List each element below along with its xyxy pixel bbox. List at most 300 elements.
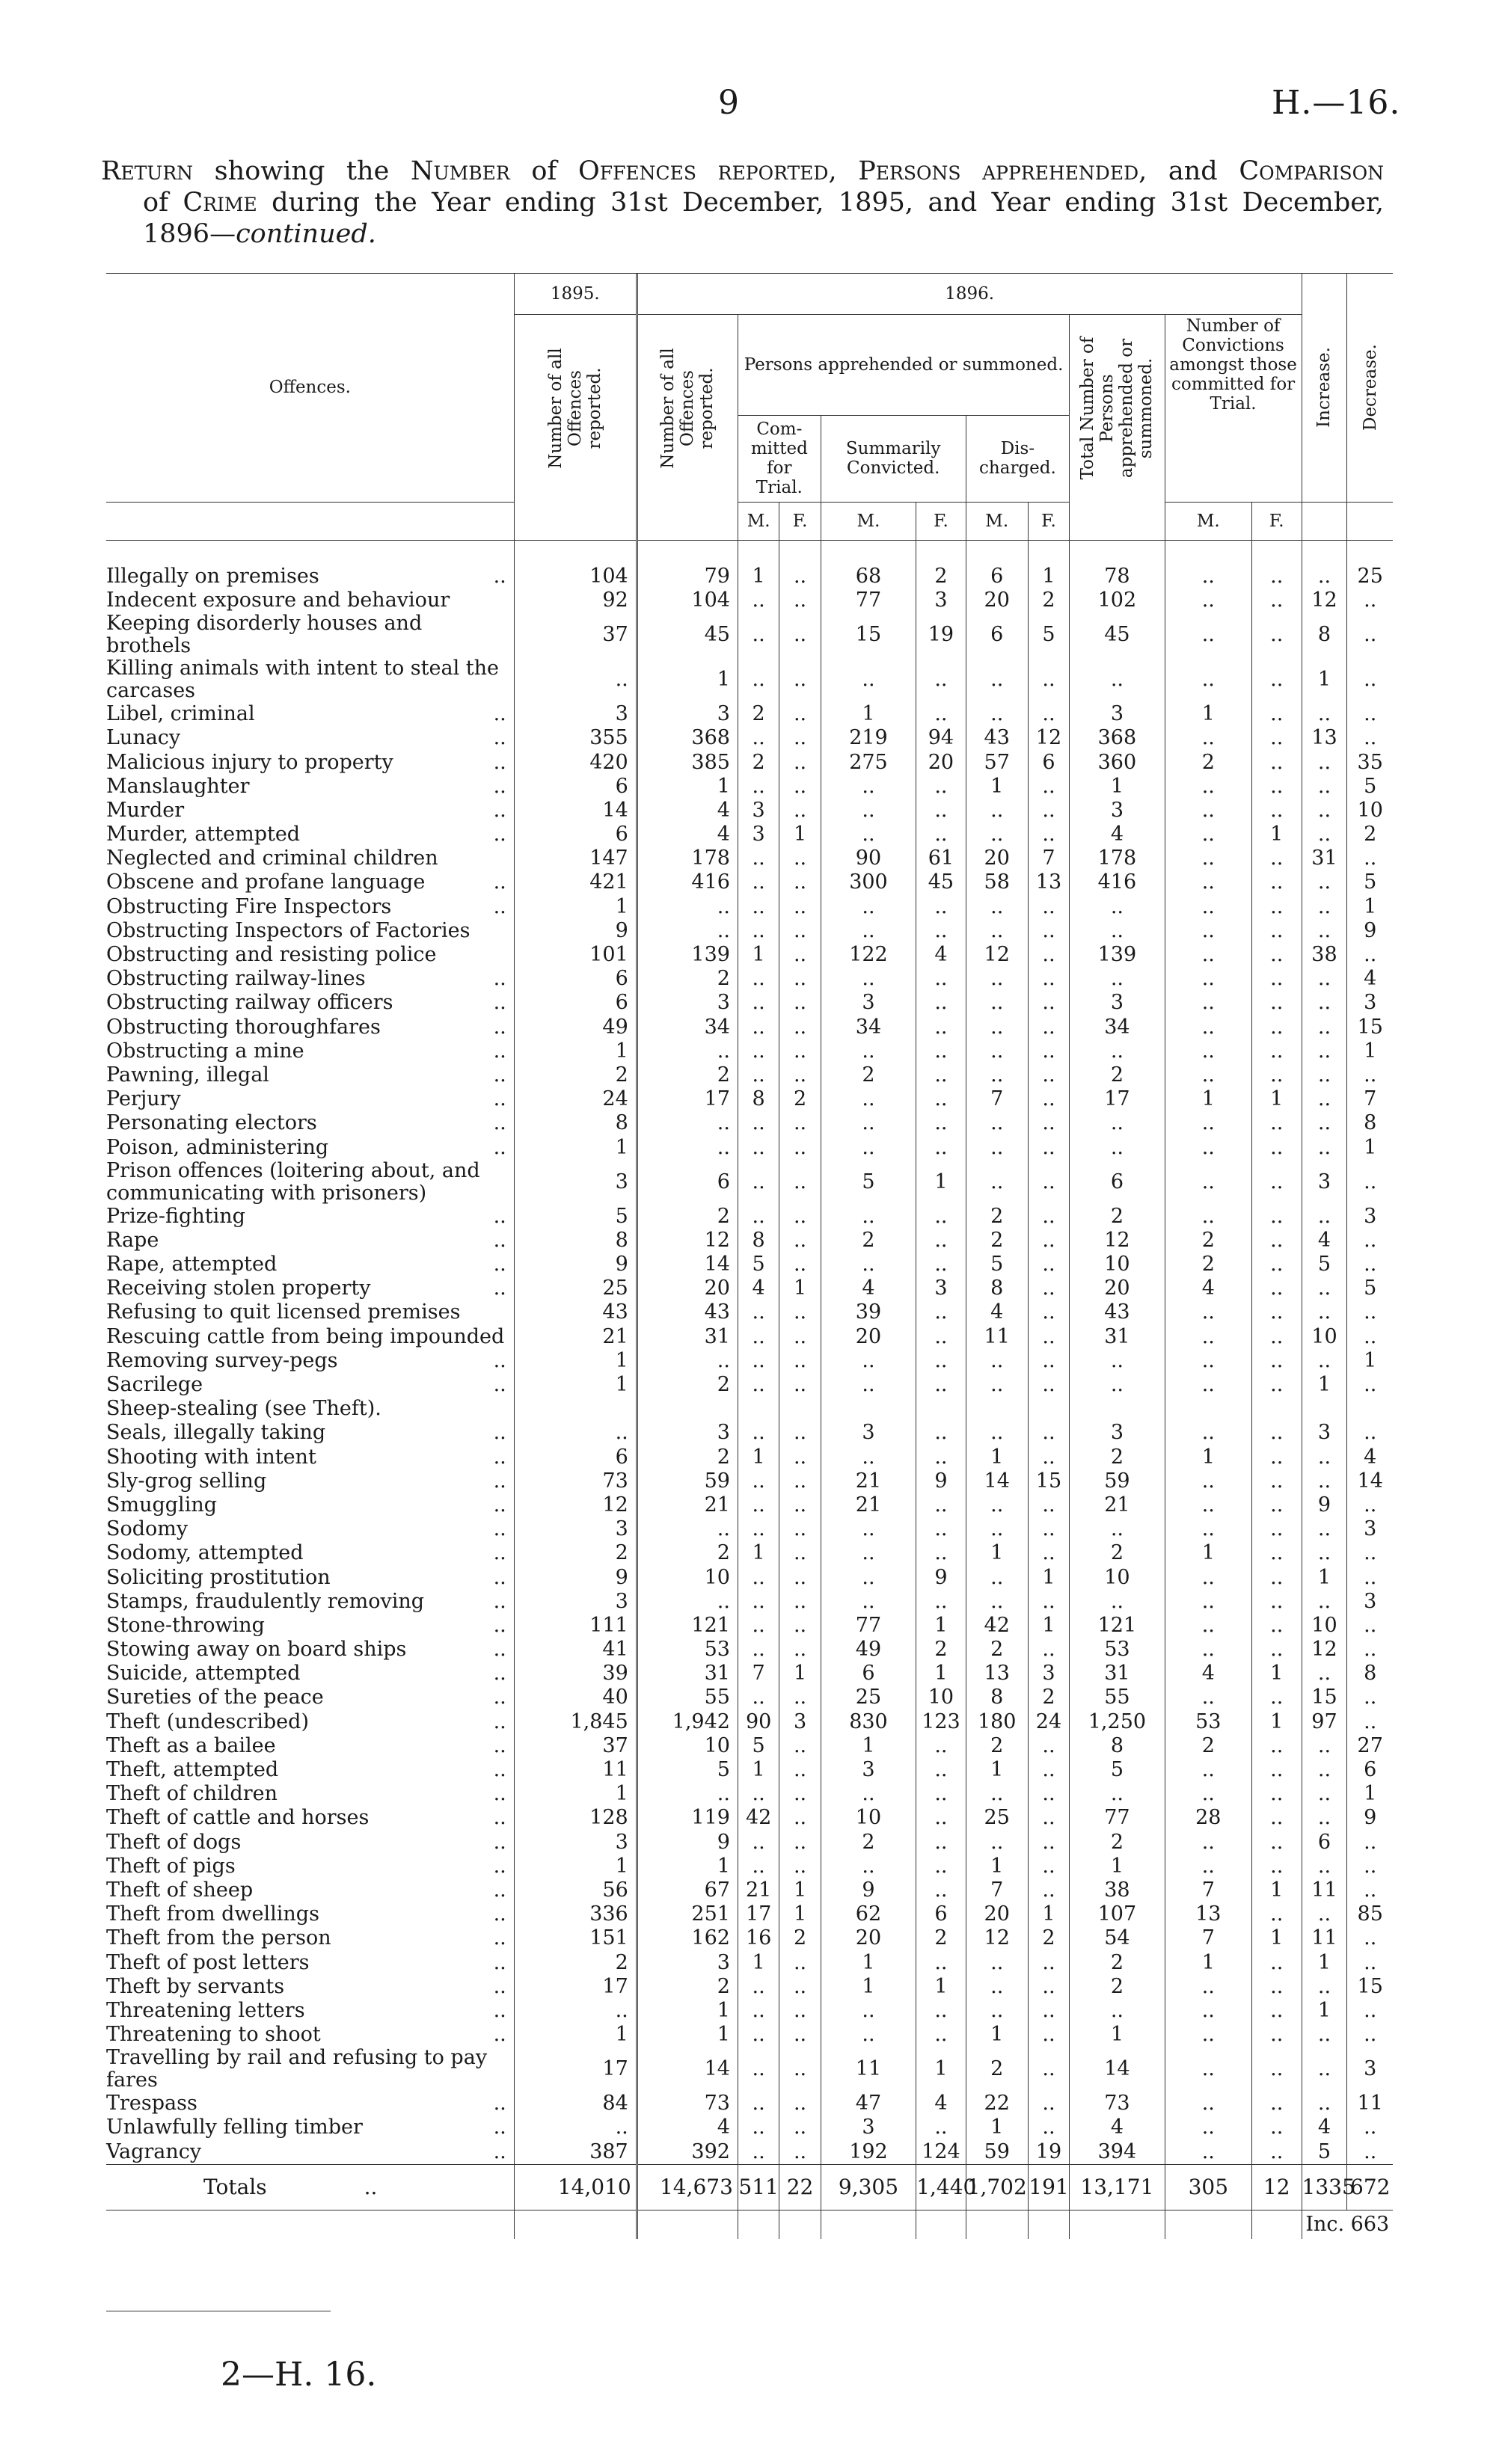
table-cell: 8 (514, 1229, 637, 1253)
table-cell: 79 (637, 565, 738, 589)
table-cell: 1 (1028, 1565, 1069, 1589)
table-row (106, 1541, 1393, 1565)
table-cell: .. (779, 1565, 821, 1589)
totals-cell: 9,305 (821, 2164, 916, 2210)
table-cell: 1 (514, 1855, 637, 1878)
table-cell: 392 (637, 2140, 738, 2165)
offence-name: Poison, administering .. (106, 1135, 506, 1159)
table-cell: 1 (514, 1782, 637, 1806)
table-cell: 1 (1251, 823, 1302, 847)
table-row (106, 1253, 1393, 1276)
table-cell: 2 (637, 967, 738, 991)
table-cell: 119 (637, 1806, 738, 1830)
table-cell: .. (1302, 2023, 1347, 2047)
table-cell: .. (1028, 1160, 1069, 1205)
table-cell: 1 (514, 1039, 637, 1063)
table-cell: .. (1070, 657, 1165, 702)
offence-name: Keeping disorderly houses and brothels (106, 612, 423, 658)
table-cell: 1 (637, 775, 738, 799)
offence-name: Smuggling .. (106, 1493, 506, 1517)
table-cell: 2 (738, 702, 779, 726)
table-cell: 104 (514, 565, 637, 589)
table-cell: .. (1165, 967, 1251, 991)
table-cell: 3 (514, 1517, 637, 1541)
table-cell: 1 (1028, 565, 1069, 589)
table-cell: 5 (1302, 2140, 1347, 2165)
table-cell: .. (1251, 2140, 1302, 2165)
table-cell: 59 (1070, 1469, 1165, 1493)
table-cell (1070, 1397, 1165, 1421)
table-cell: .. (779, 1493, 821, 1517)
table-cell: 11 (1302, 1878, 1347, 1902)
table-cell: .. (1302, 1758, 1347, 1782)
table-cell: .. (916, 1445, 966, 1469)
table-cell: .. (1165, 1349, 1251, 1373)
table-cell: .. (1347, 2116, 1393, 2139)
table-cell: .. (1251, 1782, 1302, 1806)
table-cell: .. (1251, 1734, 1302, 1758)
table-cell: .. (514, 2116, 637, 2139)
table-cell: .. (1028, 2023, 1069, 2047)
table-cell: .. (1165, 2092, 1251, 2116)
table-cell: .. (1028, 919, 1069, 943)
table-cell: 3 (637, 991, 738, 1015)
table-cell: 1 (514, 1373, 637, 1397)
table-cell: 3 (637, 702, 738, 726)
header-convictions-f: F. (1251, 502, 1302, 540)
table-row (106, 1160, 1393, 1205)
table-cell: .. (1028, 823, 1069, 847)
table-cell: 1 (738, 1950, 779, 1974)
table-cell: 85 (1347, 1902, 1393, 1926)
offence-name: Obstructing a mine .. (106, 1039, 506, 1063)
table-cell: .. (821, 1087, 916, 1111)
table-cell: .. (637, 1517, 738, 1541)
table-cell: .. (1070, 1135, 1165, 1159)
table-cell: .. (1251, 991, 1302, 1015)
table-cell: .. (1028, 1063, 1069, 1087)
table-row (106, 1349, 1393, 1373)
table-cell: 1 (1302, 1950, 1347, 1974)
header-committed: Com- mitted for Trial. (738, 416, 821, 502)
table-cell: 14 (514, 799, 637, 823)
table-cell: 147 (514, 847, 637, 870)
table-cell: .. (779, 799, 821, 823)
table-cell: 84 (514, 2092, 637, 2116)
offence-name: Neglected and criminal children (106, 847, 438, 870)
table-row (106, 2047, 1393, 2092)
table-cell: 121 (1070, 1614, 1165, 1638)
table-cell: .. (1165, 1421, 1251, 1445)
table-cell: 8 (738, 1229, 779, 1253)
table-cell: .. (1165, 1517, 1251, 1541)
table-cell: .. (916, 1111, 966, 1135)
table-cell: .. (821, 1565, 916, 1589)
header-year-1896: 1896. (637, 273, 1302, 315)
table-cell: .. (1251, 1229, 1302, 1253)
table-cell: .. (1165, 2140, 1251, 2165)
table-cell: .. (1251, 1039, 1302, 1063)
table-cell: .. (1165, 799, 1251, 823)
table-cell: .. (916, 1087, 966, 1111)
table-cell: 139 (1070, 943, 1165, 967)
table-cell: .. (916, 2116, 966, 2139)
table-cell (1302, 1397, 1347, 1421)
table-row (106, 919, 1393, 943)
table-cell: 17 (738, 1902, 779, 1926)
totals-cell: 1335 (1302, 2164, 1347, 2210)
table-cell: 121 (637, 1614, 738, 1638)
table-row (106, 1975, 1393, 1999)
offence-name: Threatening letters .. (106, 1998, 506, 2022)
table-cell: .. (1302, 1445, 1347, 1469)
table-cell: .. (1251, 775, 1302, 799)
table-cell: .. (779, 991, 821, 1015)
table-cell: .. (916, 1373, 966, 1397)
table-cell: 3 (1302, 1421, 1347, 1445)
table-cell: .. (1347, 1229, 1393, 1253)
table-cell: .. (821, 799, 916, 823)
table-cell: .. (966, 657, 1028, 702)
table-cell: .. (779, 847, 821, 870)
offence-name: Libel, criminal .. (106, 702, 506, 726)
table-cell: 8 (738, 1087, 779, 1111)
table-cell: 49 (821, 1638, 916, 1662)
table-cell: .. (821, 1541, 916, 1565)
table-cell: .. (1302, 1469, 1347, 1493)
offences-table (106, 273, 1393, 2239)
table-cell: 34 (821, 1016, 916, 1039)
table-cell: 1 (1251, 1926, 1302, 1950)
table-cell: .. (779, 1541, 821, 1565)
offence-name: Obstructing thoroughfares .. (106, 1015, 506, 1039)
table-row (106, 1950, 1393, 1974)
table-cell: 1 (738, 1758, 779, 1782)
table-cell: .. (1251, 1160, 1302, 1205)
table-row (106, 823, 1393, 847)
table-cell: 6 (821, 1662, 916, 1686)
table-cell: .. (1028, 1855, 1069, 1878)
page-number: 9 (718, 84, 739, 122)
table-cell: 2 (779, 1087, 821, 1111)
table-cell: .. (966, 1565, 1028, 1589)
table-row (106, 657, 1393, 702)
table-cell: .. (1251, 847, 1302, 870)
table-cell: 9 (637, 1831, 738, 1855)
table-cell: .. (1251, 1253, 1302, 1276)
table-cell: 2 (1347, 823, 1393, 847)
table-cell: .. (916, 1421, 966, 1445)
table-cell: .. (1165, 2116, 1251, 2139)
header-summarily: Summarily Convicted. (821, 416, 966, 502)
table-cell: .. (738, 967, 779, 991)
table-cell: .. (1302, 870, 1347, 894)
table-cell: .. (1302, 1087, 1347, 1111)
table-row (106, 1758, 1393, 1782)
table-cell: .. (916, 991, 966, 1015)
table-cell: 9 (514, 1253, 637, 1276)
table-cell: 3 (1070, 991, 1165, 1015)
table-cell: 4 (637, 799, 738, 823)
table-cell: .. (966, 1063, 1028, 1087)
table-cell: 3 (1347, 1590, 1393, 1614)
table-cell: 10 (637, 1565, 738, 1589)
table-cell: .. (779, 589, 821, 612)
table-cell: 10 (1070, 1565, 1165, 1589)
table-cell: 104 (637, 589, 738, 612)
table-cell: .. (779, 1950, 821, 1974)
table-cell: 17 (637, 1087, 738, 1111)
table-cell: 20 (821, 1926, 916, 1950)
offence-name: Unlawfully felling timber .. (106, 2116, 506, 2139)
offence-name: Receiving stolen property .. (106, 1276, 506, 1300)
table-cell: .. (821, 657, 916, 702)
table-cell: 4 (1347, 967, 1393, 991)
table-cell: .. (1347, 1325, 1393, 1349)
table-cell: .. (1302, 750, 1347, 774)
table-cell: 6 (1347, 1758, 1393, 1782)
header-convictions: Number of Convictions amongst those committed for Trial. (1165, 315, 1302, 416)
table-cell: .. (1302, 895, 1347, 919)
table-cell: 1 (1347, 895, 1393, 919)
table-cell: .. (1165, 726, 1251, 750)
table-cell: .. (1165, 1205, 1251, 1229)
table-cell: .. (1347, 1686, 1393, 1709)
table-cell: .. (779, 657, 821, 702)
table-cell: 3 (916, 589, 966, 612)
table-row (106, 870, 1393, 894)
offence-name: Sodomy, attempted .. (106, 1541, 506, 1565)
table-cell: 3 (1347, 1205, 1393, 1229)
table-cell: .. (1347, 1926, 1393, 1950)
table-cell: 1 (966, 1758, 1028, 1782)
table-cell: .. (779, 1205, 821, 1229)
table-cell: .. (738, 1421, 779, 1445)
table-cell: 1 (966, 1855, 1028, 1878)
table-cell: 2 (637, 1373, 738, 1397)
offence-name: Sheep-stealing (see Theft). (106, 1397, 381, 1421)
table-cell: 2 (637, 1541, 738, 1565)
table-row (106, 1397, 1393, 1421)
table-row (106, 1831, 1393, 1855)
header-summarily-m: M. (821, 502, 916, 540)
table-cell: 1 (1028, 1902, 1069, 1926)
table-cell: 37 (514, 1734, 637, 1758)
table-cell: .. (1165, 919, 1251, 943)
table-cell: 1 (1302, 1373, 1347, 1397)
table-cell: .. (779, 895, 821, 919)
table-cell: .. (1028, 895, 1069, 919)
table-cell: 4 (637, 823, 738, 847)
table-cell: .. (1347, 726, 1393, 750)
table-cell: .. (1251, 1686, 1302, 1709)
table-cell: .. (1028, 2116, 1069, 2139)
table-body (106, 540, 1393, 2164)
table-cell: .. (1070, 895, 1165, 919)
table-cell: .. (738, 2116, 779, 2139)
table-cell: .. (1070, 919, 1165, 943)
table-cell: .. (966, 702, 1028, 726)
table-cell: 15 (1302, 1686, 1347, 1709)
table-cell: 1 (738, 943, 779, 967)
table-cell: .. (916, 1016, 966, 1039)
table-cell: 1 (1251, 1878, 1302, 1902)
table-cell: 7 (738, 1662, 779, 1686)
table-cell: 2 (821, 1831, 916, 1855)
table-cell: .. (738, 657, 779, 702)
table-cell: .. (821, 895, 916, 919)
table-cell: 14 (637, 2047, 738, 2092)
table-cell: 219 (821, 726, 916, 750)
table-cell: .. (1165, 612, 1251, 657)
table-cell: .. (916, 1229, 966, 1253)
table-cell: 10 (1302, 1325, 1347, 1349)
table-cell: .. (1302, 1016, 1347, 1039)
table-cell: .. (916, 702, 966, 726)
table-cell: 3 (514, 702, 637, 726)
table-cell: 58 (966, 870, 1028, 894)
table-cell: 101 (514, 943, 637, 967)
table-cell: .. (1028, 1421, 1069, 1445)
table-cell: .. (916, 1855, 966, 1878)
table-cell: .. (779, 1614, 821, 1638)
table-cell: 78 (1070, 565, 1165, 589)
table-cell: .. (916, 799, 966, 823)
table-cell: .. (779, 1638, 821, 1662)
table-cell: 1 (1347, 1039, 1393, 1063)
table-cell: .. (1165, 1614, 1251, 1638)
table-cell: 20 (916, 750, 966, 774)
table-cell: .. (779, 943, 821, 967)
table-cell: 1 (779, 823, 821, 847)
table-cell: .. (1165, 1855, 1251, 1878)
table-cell: 34 (1070, 1016, 1165, 1039)
table-cell: 47 (821, 2092, 916, 2116)
table-cell: 107 (1070, 1902, 1165, 1926)
table-cell: .. (1028, 1016, 1069, 1039)
table-cell: 9 (1347, 919, 1393, 943)
table-cell: 2 (1165, 1734, 1251, 1758)
table-cell: 31 (637, 1662, 738, 1686)
table-cell: 1 (1070, 1855, 1165, 1878)
table-cell: .. (1302, 1541, 1347, 1565)
table-cell: .. (1251, 1517, 1302, 1541)
offence-name: Removing survey-pegs .. (106, 1348, 506, 1372)
table-cell: 4 (1165, 1276, 1251, 1300)
table-cell: 31 (1302, 847, 1347, 870)
table-cell: .. (1028, 1229, 1069, 1253)
table-row (106, 847, 1393, 870)
table-cell: 1 (738, 1541, 779, 1565)
table-cell: 20 (637, 1276, 738, 1300)
table-cell: .. (966, 1831, 1028, 1855)
table-cell: .. (738, 895, 779, 919)
table-cell: .. (1165, 775, 1251, 799)
table-cell: .. (1070, 1782, 1165, 1806)
table-cell: 3 (916, 1276, 966, 1300)
table-row (106, 943, 1393, 967)
table-cell: .. (1028, 1253, 1069, 1276)
table-cell (916, 1397, 966, 1421)
table-cell: .. (738, 612, 779, 657)
table-cell: .. (966, 967, 1028, 991)
table-cell: 355 (514, 726, 637, 750)
header-reported-1895: Number of all Offences reported. (514, 315, 637, 503)
table-cell: .. (738, 1325, 779, 1349)
table-cell: 56 (514, 1878, 637, 1902)
totals-cell: 13,171 (1070, 2164, 1165, 2210)
table-cell: 53 (1165, 1710, 1251, 1734)
table-row (106, 1063, 1393, 1087)
table-cell: 1,942 (637, 1710, 738, 1734)
table-cell: 3 (779, 1710, 821, 1734)
offence-name: Manslaughter .. (106, 774, 506, 798)
table-cell: 12 (514, 1493, 637, 1517)
table-row (106, 1373, 1393, 1397)
table-row (106, 1806, 1393, 1830)
table-cell: .. (779, 1590, 821, 1614)
table-cell (1165, 1397, 1251, 1421)
table-cell: 8 (966, 1276, 1028, 1300)
table-cell: 1 (1165, 1541, 1251, 1565)
table-cell: 387 (514, 2140, 637, 2165)
table-cell: 6 (916, 1902, 966, 1926)
table-cell: .. (916, 1063, 966, 1087)
table-cell: .. (779, 1831, 821, 1855)
table-cell: .. (738, 1975, 779, 1999)
table-cell: 9 (916, 1469, 966, 1493)
table-cell: 14 (637, 1253, 738, 1276)
table-row (106, 702, 1393, 726)
table-cell: .. (821, 1349, 916, 1373)
table-cell: 15 (1347, 1016, 1393, 1039)
table-cell: .. (1028, 1758, 1069, 1782)
table-cell: 251 (637, 1902, 738, 1926)
header-convictions-m: M. (1165, 502, 1251, 540)
offence-name: Lunacy .. (106, 726, 506, 750)
table-cell: 45 (916, 870, 966, 894)
table-cell: 7 (966, 1878, 1028, 1902)
table-cell: 3 (1070, 1421, 1165, 1445)
table-cell: 3 (1070, 799, 1165, 823)
table-cell: 4 (1070, 823, 1165, 847)
table-cell: .. (1347, 1421, 1393, 1445)
table-cell: .. (1347, 1253, 1393, 1276)
table-cell (1347, 1397, 1393, 1421)
table-cell: .. (779, 1016, 821, 1039)
table-cell: 1 (1251, 1662, 1302, 1686)
table-cell: 1 (1347, 1782, 1393, 1806)
table-cell: .. (1165, 1111, 1251, 1135)
table-cell: 2 (966, 1229, 1028, 1253)
table-cell: .. (738, 1638, 779, 1662)
table-cell: 10 (637, 1734, 738, 1758)
table-cell: .. (1302, 1855, 1347, 1878)
table-cell: .. (779, 1734, 821, 1758)
table-cell: .. (1251, 1806, 1302, 1830)
table-cell: .. (966, 1039, 1028, 1063)
table-cell: 1 (514, 895, 637, 919)
table-cell: 1 (966, 2116, 1028, 2139)
table-row (106, 1590, 1393, 1614)
table-cell: 54 (1070, 1926, 1165, 1950)
table-cell: .. (1165, 1373, 1251, 1397)
table-cell: 2 (738, 750, 779, 774)
table-cell (738, 1397, 779, 1421)
table-cell: .. (1028, 1975, 1069, 1999)
table-cell: 2 (637, 1205, 738, 1229)
table-row (106, 1926, 1393, 1950)
